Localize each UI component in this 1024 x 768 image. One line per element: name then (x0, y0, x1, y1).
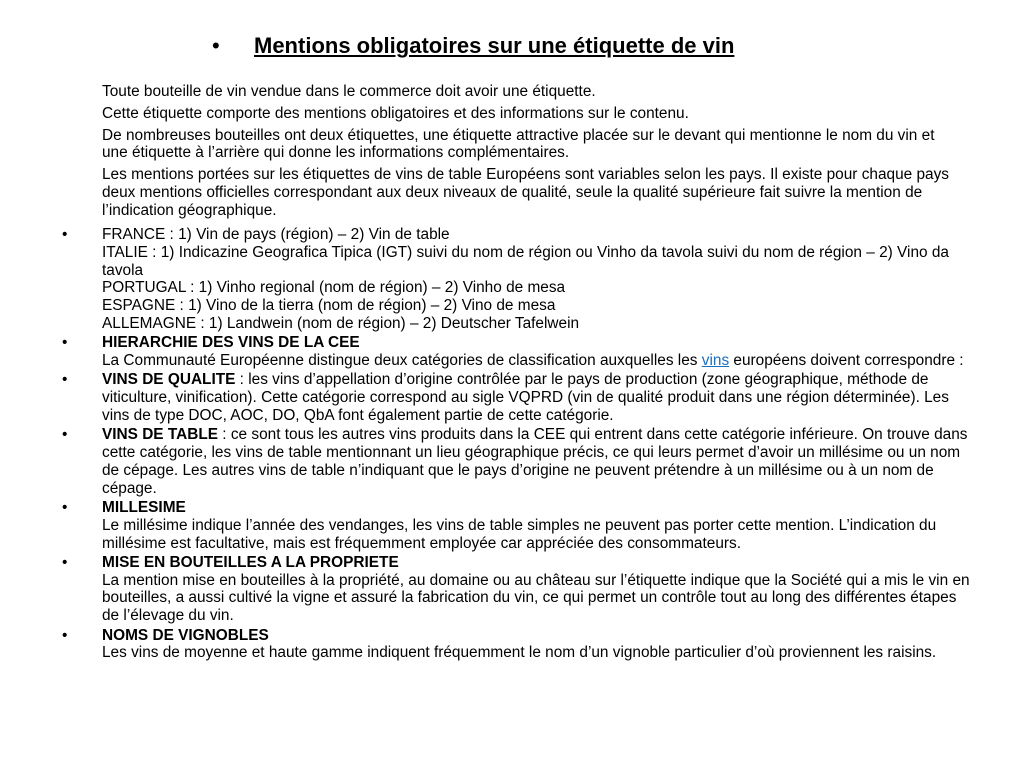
qualite-text: : les vins d’appellation d’origine contrôlée par le pays de production (zone géographique, méthode de viticulture, vinification). Cette catégorie correspond au sigle VQPRD (vin de qualité produit dans une région déterminée). Les vins de type DOC, AOC, DO, QbA font également partie de cette catégorie. (102, 371, 949, 424)
bullet-marker: • (62, 226, 68, 243)
intro-block (102, 83, 962, 224)
vignobles-heading: NOMS DE VIGNOBLES (102, 626, 269, 644)
slide-title: Mentions obligatoires sur une étiquette de vin (254, 33, 735, 58)
bullet-marker: • (62, 553, 68, 571)
bullet-marker: • (62, 426, 68, 444)
bullet-list (0, 226, 1024, 664)
title-row (0, 30, 1024, 62)
millesime-text: Le millésime indique l’année des vendanges, les vins de table simples ne peuvent pas porter cette mention. L’indication du millésime est facultative, mais est fréquemment employée car appréciée des consommateurs. (102, 516, 937, 552)
list-item-qualite (0, 371, 972, 424)
list-item-millesime (0, 499, 972, 552)
hierarchie-heading: HIERARCHIE DES VINS DE LA CEE (102, 334, 360, 352)
list-item-propriete (0, 554, 972, 625)
hierarchie-text-before: La Communauté Européenne distingue deux catégories de classification auxquelles les (102, 352, 702, 370)
bullet-marker: • (62, 334, 68, 352)
hierarchie-text-after: européens doivent correspondre : (729, 352, 964, 370)
millesime-heading: MILLESIME (102, 498, 186, 516)
country-line-allemagne: ALLEMAGNE : 1) Landwein (nom de région) – 2) Deutscher Tafelwein (102, 314, 580, 332)
table-heading: VINS DE TABLE (102, 426, 219, 444)
intro-paragraph: De nombreuses bouteilles ont deux étiquettes, une étiquette attractive placée sur le devant qui mentionne le nom du vin et une étiquette à l’arrière qui donne les informations complémentaires. (102, 126, 935, 162)
list-item-vignobles (0, 627, 972, 663)
intro-paragraph: Les mentions portées sur les étiquettes de vins de table Européens sont variables selon les pays. Il existe pour chaque pays deux mentions officielles correspondant aux deux niveaux de qualité, seule la qualité supérieure fait suivre la mention de l’indication géographique. (102, 166, 949, 219)
bullet-marker: • (62, 626, 68, 644)
qualite-heading: VINS DE QUALITE (102, 371, 236, 389)
table-text: : ce sont tous les autres vins produits dans la CEE qui entrent dans cette catégorie inférieure. On trouve dans cette catégorie, les vins de table mentionnant un lieu géographique précis, ce qui leurs permet d’avoir un millésime ou un nom de cépage. Les autres vins de table n’indiquant que le pays d’origine ne peuvent prétendre à un millésime ou à un nom de cépage. (102, 426, 968, 497)
list-item-table (0, 426, 972, 497)
country-line-espagne: ESPAGNE : 1) Vino de la tierra (nom de région) – 2) Vino de mesa (102, 297, 556, 315)
bullet-marker: • (62, 498, 68, 516)
vins-link[interactable]: vins (701, 352, 730, 370)
title-bullet: • (212, 33, 220, 58)
intro-paragraph: Toute bouteille de vin vendue dans le commerce doit avoir une étiquette. (102, 83, 596, 100)
hierarchie-text (102, 352, 972, 370)
country-line-france: FRANCE : 1) Vin de pays (région) – 2) Vin de table (102, 226, 450, 243)
list-item-hierarchie (0, 334, 972, 370)
country-line-portugal: PORTUGAL : 1) Vinho regional (nom de région) – 2) Vinho de mesa (102, 279, 566, 297)
propriete-heading: MISE EN BOUTEILLES A LA PROPRIETE (102, 553, 399, 571)
list-item-countries (0, 226, 972, 333)
bullet-marker: • (62, 371, 68, 389)
propriete-text: La mention mise en bouteilles à la propriété, au domaine ou au château sur l’étiquette indique que la Société qui a mis le vin en bouteilles, a aussi cultivé la vigne et assuré la fabrication du vin, ce qui permet un contrôle tout au long des différentes étapes de l’élevage du vin. (102, 571, 970, 625)
country-line-italie: ITALIE : 1) Indicazine Geografica Tipica (IGT) suivi du nom de région ou Vinho da tavola suivi du nom de région – 2) Vino da tavola (102, 243, 949, 279)
vignobles-text: Les vins de moyenne et haute gamme indiquent fréquemment le nom d’un vignoble particulier d’où proviennent les raisins. (102, 644, 937, 662)
intro-paragraph: Cette étiquette comporte des mentions obligatoires et des informations sur le contenu. (102, 104, 689, 122)
